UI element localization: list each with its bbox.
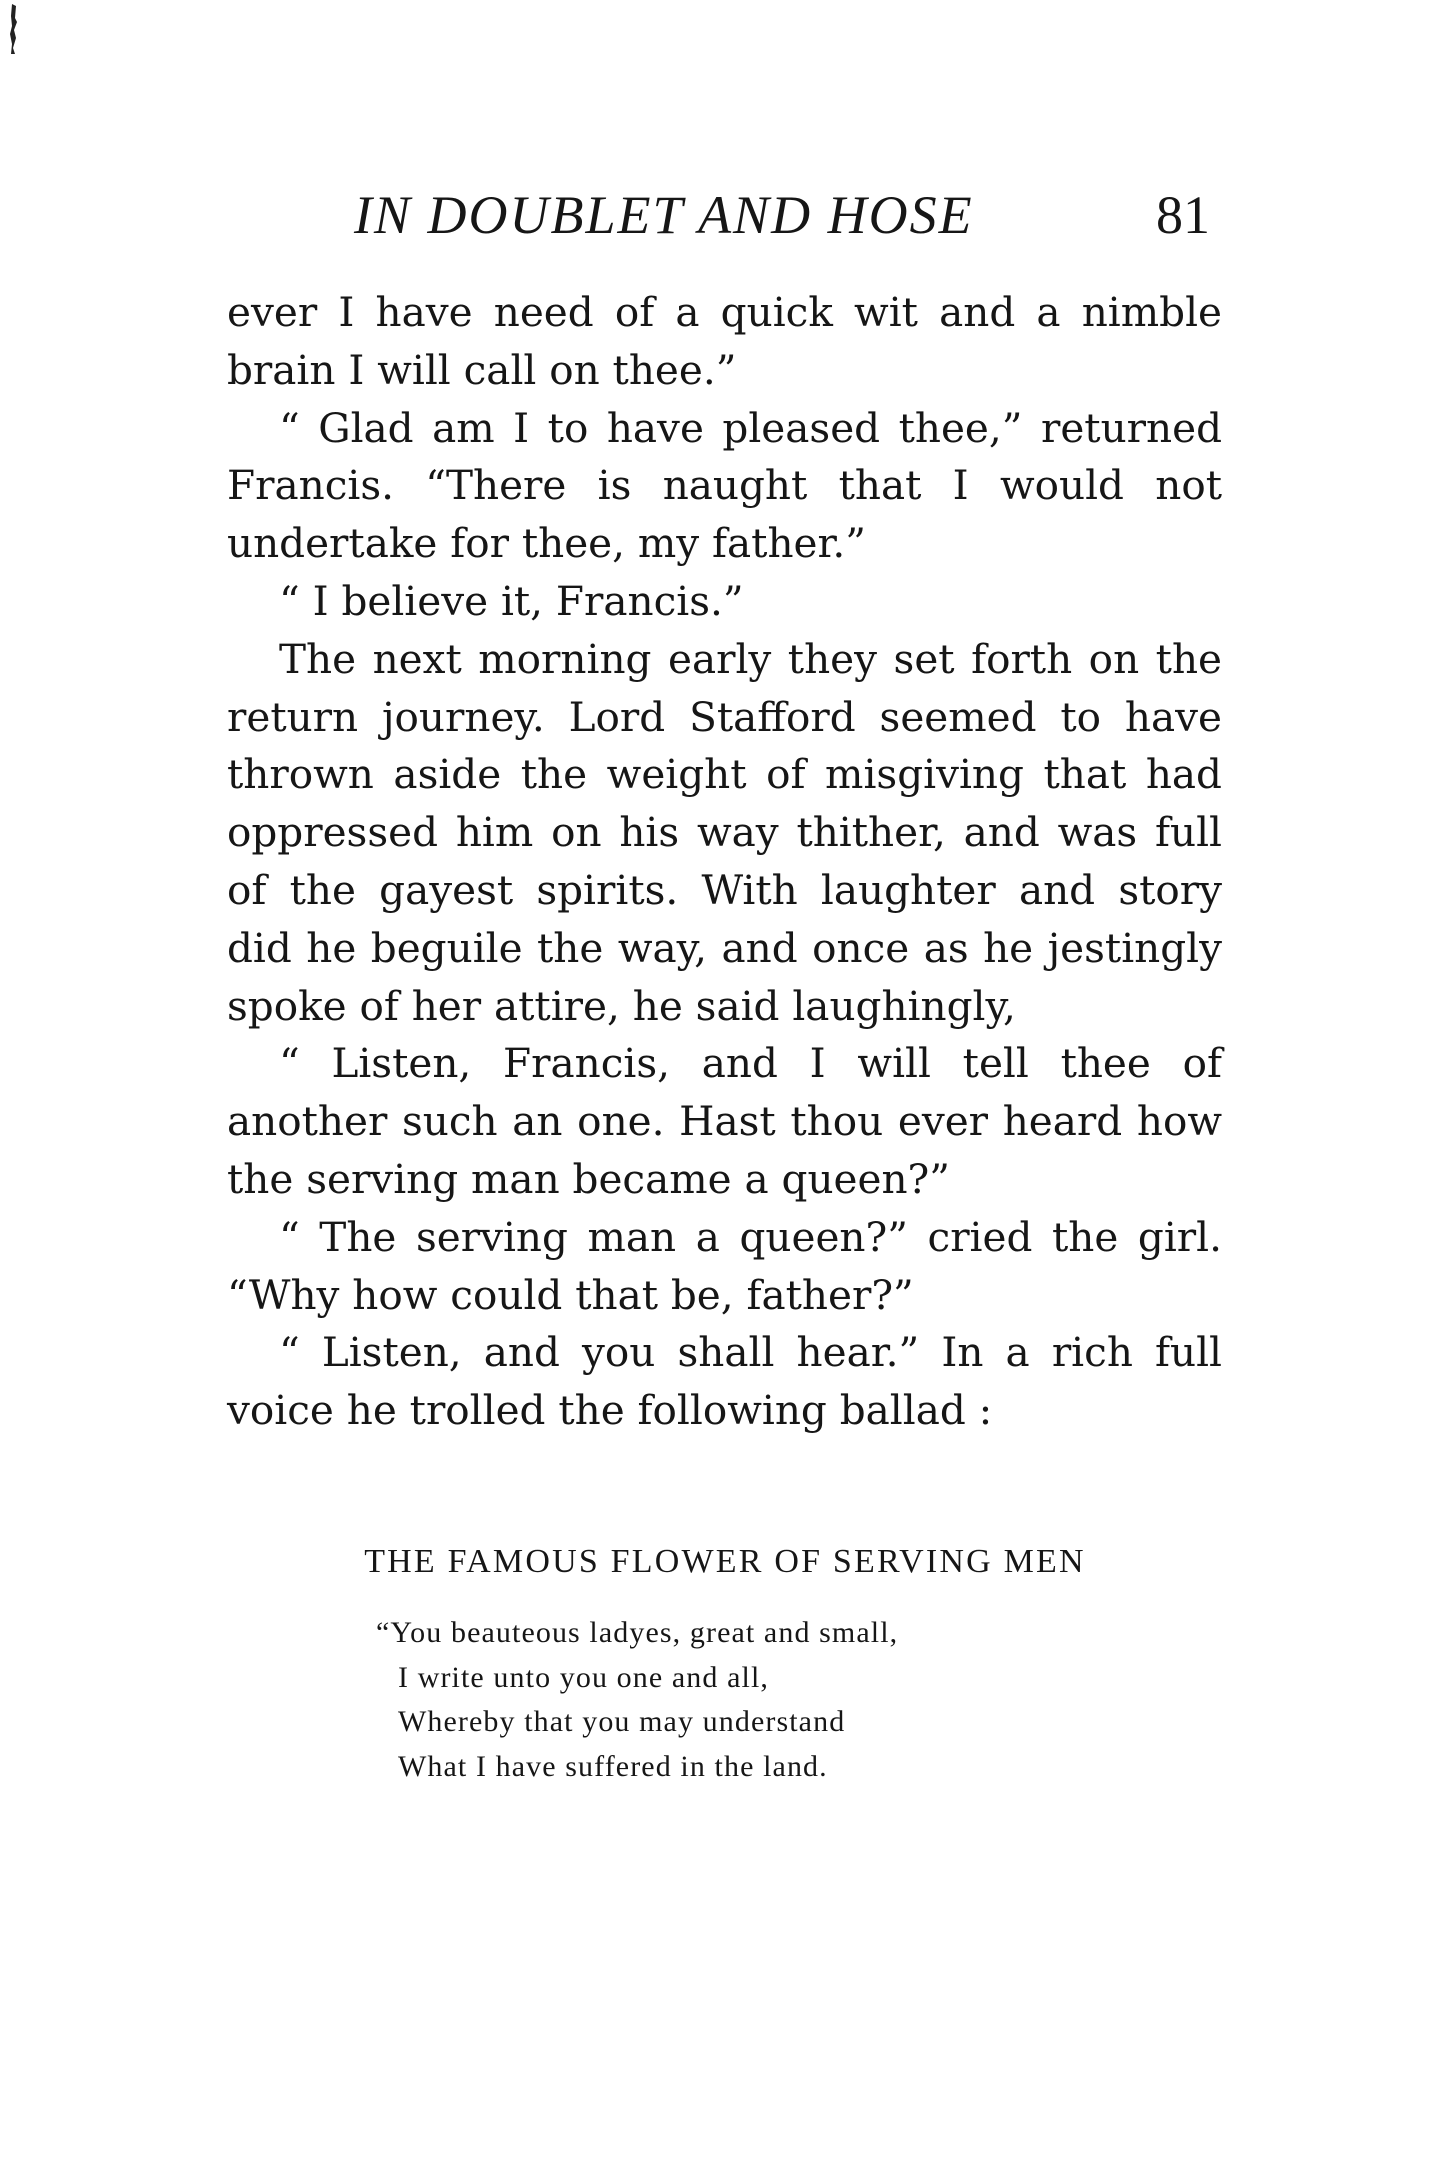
paragraph: The next morning early they set forth on the return journey. Lord Stafford seemed to have thrown aside the weight of misgiving that had oppressed him on his way thither, and was full of the gayest spirits. With laughter and story did he beguile the way, and once as he jestingly spoke of her attire, he said laughingly, — [227, 634, 1222, 1030]
page-edge-mark — [10, 4, 18, 54]
ballad — [290, 1537, 1160, 1789]
paragraph: ever I have need of a quick wit and a nimble brain I will call on thee.” — [227, 288, 1222, 394]
page-number: 81 — [1156, 185, 1210, 245]
paragraph: “ Glad am I to have pleased thee,” returned Francis. “There is naught that I would not undertake for thee, my father.” — [227, 403, 1222, 568]
paragraph: “ Listen, Francis, and I will tell thee of another such an one. Hast thou ever heard how the serving man became a queen?” — [227, 1039, 1222, 1203]
paragraph: “ The serving man a queen?” cried the girl. “Why how could that be, father?” — [227, 1212, 1222, 1319]
ballad-title: THE FAMOUS FLOWER OF SERVING MEN — [364, 1543, 1086, 1580]
running-head — [227, 180, 1227, 250]
paragraph: “ Listen, and you shall hear.” In a rich full voice he trolled the following ballad : — [227, 1328, 1222, 1435]
body-text — [227, 284, 1222, 1440]
running-title: IN DOUBLET AND HOSE — [354, 185, 974, 245]
ballad-verse — [290, 1611, 1160, 1789]
paragraph: “ I believe it, Francis.” — [279, 576, 744, 625]
verse-line: What I have suffered in the land. — [398, 1749, 828, 1783]
verse-line: “You beauteous ladyes, great and small, — [376, 1616, 899, 1649]
verse-line: I write unto you one and all, — [398, 1660, 769, 1694]
verse-line: Whereby that you may understand — [398, 1705, 846, 1738]
